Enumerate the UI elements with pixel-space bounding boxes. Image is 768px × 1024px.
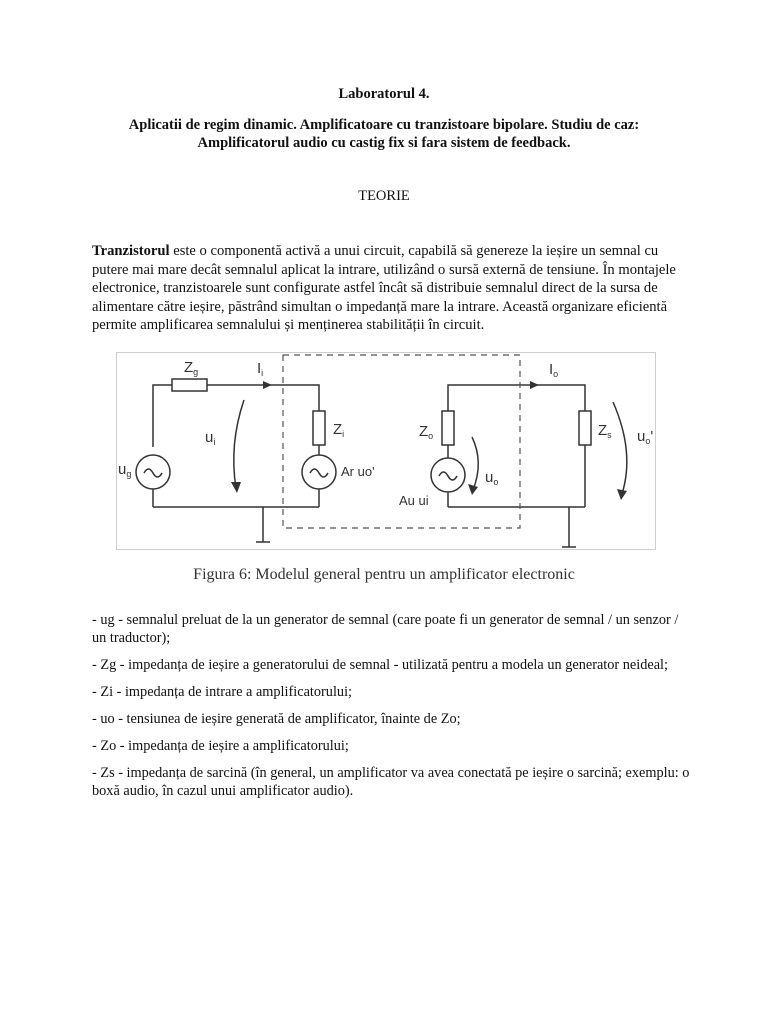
lab-title: Laboratorul 4. — [338, 86, 430, 102]
intro-term: Tranzistorul — [92, 243, 170, 259]
ug-label: $u_g$ — [118, 461, 132, 479]
zi-resistor — [313, 411, 325, 445]
legend-item-zo: - Zo - impedanța de ieșire a amplificatorului; — [92, 738, 349, 754]
zo-resistor — [442, 411, 454, 445]
zg-label: $Z_g$ — [184, 359, 199, 377]
io-label: $I_o$ — [549, 361, 559, 379]
au-ui-label: Au ui — [399, 493, 429, 508]
ii-label: $I_i$ — [257, 360, 264, 378]
zs-label: $Z_s$ — [598, 422, 612, 440]
ui-label: $u_i$ — [205, 429, 216, 447]
legend-item-zi: - Zi - impedanța de intrare a amplificatorului; — [92, 684, 353, 700]
ar-uo-label: Ar uo' — [341, 464, 375, 479]
legend-item-zg: - Zg - impedanța de ieșire a generatorului de semnal - utilizată pentru a modela un generator neideal; — [92, 657, 669, 673]
intro-paragraph — [92, 242, 684, 335]
ug-source — [136, 455, 170, 489]
lab-subtitle — [0, 116, 768, 152]
intro-text: este o componentă activă a unui circuit, capabilă să genereze la ieșire un semnal cu putere mai mare decât semnalul aplicat la intrare, utilizând o sursă externă de tensiune. În montajele electronice, tranzistoarele sunt configurate astfel încât să distribuie semnalul direct de la sursa de alimentare către ieșire, păstrând simultan o impedanță mare la intrare. Această organizare eficientă permite amplificarea semnalului și menținerea stabilității în circuit. — [92, 243, 676, 333]
zg-resistor — [172, 379, 207, 391]
amplifier-circuit-figure — [116, 352, 656, 550]
circuit-diagram — [116, 352, 656, 550]
legend-item-uo: - uo - tensiunea de ieșire generată de amplificator, înainte de Zo; — [92, 711, 461, 727]
legend-item-zs: - Zs - impedanța de sarcină (în general, un amplificator va avea conectată pe ieșire o sarcină; exemplu: o boxă audio, în cazul unui amplificator audio). — [92, 765, 690, 799]
subtitle-line-2: Amplificatorul audio cu castig fix si fara sistem de feedback. — [197, 135, 571, 151]
zi-label: $Z_i$ — [333, 421, 345, 439]
ar-source — [302, 455, 336, 489]
figure-caption: Figura 6: Modelul general pentru un amplificator electronic — [193, 566, 575, 583]
legend-list — [92, 611, 692, 809]
zs-resistor — [579, 411, 591, 445]
uo-prime-label: $u_o'$ — [637, 428, 654, 446]
uo-label: $u_o$ — [485, 469, 499, 487]
au-source — [431, 458, 465, 492]
section-heading: TEORIE — [358, 188, 410, 204]
subtitle-line-1: Aplicatii de regim dinamic. Amplificatoare cu tranzistoare bipolare. Studiu de caz: — [128, 117, 640, 133]
zo-label: $Z_o$ — [419, 423, 434, 441]
legend-item-ug: - ug - semnalul preluat de la un generator de semnal (care poate fi un generator de semnal / un senzor / un traductor); — [92, 612, 679, 646]
